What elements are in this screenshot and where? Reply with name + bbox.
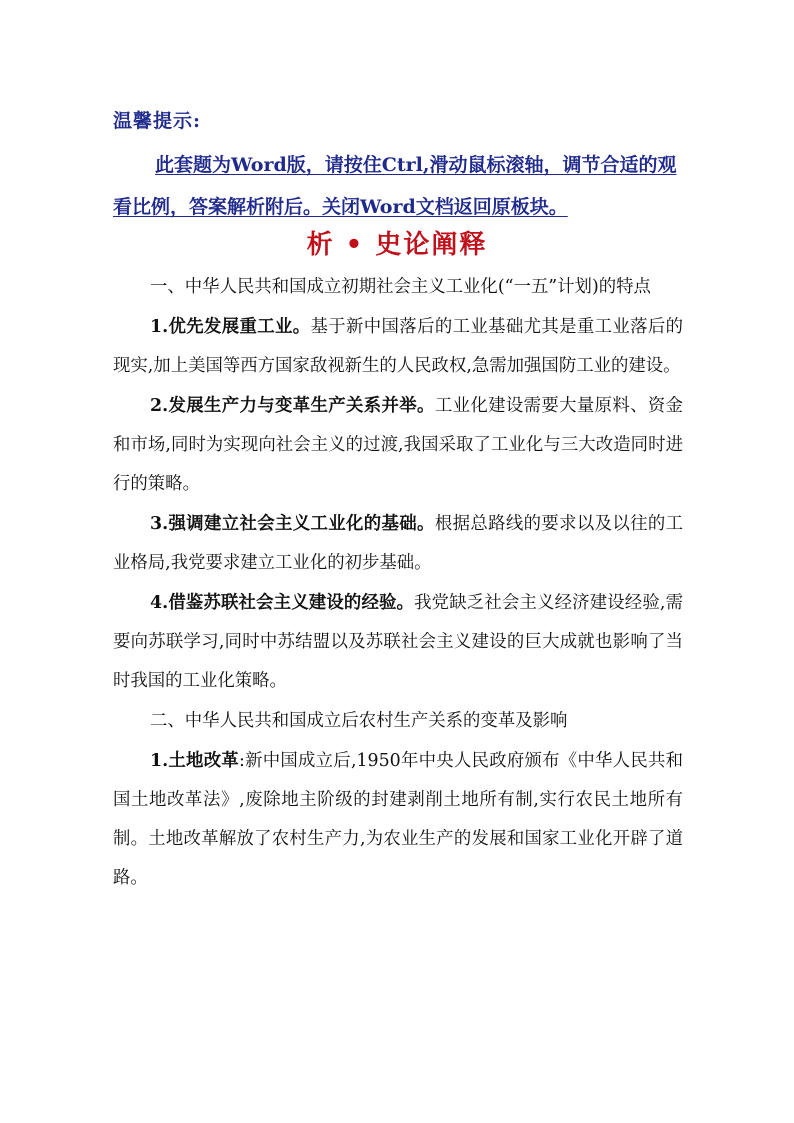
body-text [113, 268, 683, 899]
paragraph-3 [113, 387, 683, 504]
paragraph-lead: 1.优先发展重工业。 [150, 317, 311, 337]
paragraph-text: 一、中华人民共和国成立初期社会主义工业化(“一五”计划)的特点 [150, 277, 651, 297]
paragraph-lead: 1.土地改革 [150, 751, 239, 771]
paragraph-6 [113, 702, 683, 741]
paragraph-2 [113, 308, 683, 386]
paragraph-text: 工业化建设需要大量原料、资金和市场,同时为实现向社会主义的过渡,我国采取了工业化与三大改造同时进行的策略。 [113, 396, 683, 494]
paragraph-text: 我党缺乏社会主义经济建设经验,需要向苏联学习,同时中苏结盟以及苏联社会主义建设的巨大成就也影响了当时我国的工业化策略。 [113, 593, 683, 691]
paragraph-text: 二、中华人民共和国成立后农村生产关系的变革及影响 [150, 711, 568, 731]
paragraph-5 [113, 584, 683, 701]
tip-body: 此套题为Word版，请按住Ctrl,滑动鼠标滚轴，调节合适的观看比例，答案解析附后。关闭Word文档返回原板块。 [113, 154, 677, 218]
paragraph-lead: 2.发展生产力与变革生产关系并举。 [150, 396, 435, 416]
paragraph-4 [113, 505, 683, 583]
paragraph-text: 基于新中国落后的工业基础尤其是重工业落后的现实,加上美国等西方国家敌视新生的人民政权,急需加强国防工业的建设。 [113, 317, 683, 376]
section-title: 析 • 史论阐释 [306, 230, 488, 260]
paragraph-text: 根据总路线的要求以及以往的工业格局,我党要求建立工业化的初步基础。 [113, 514, 683, 573]
paragraph-1 [113, 268, 683, 307]
tip-heading: 温馨提示: [113, 110, 202, 132]
paragraph-lead: 3.强调建立社会主义工业化的基础。 [150, 514, 435, 534]
paragraph-text: :新中国成立后,1950年中央人民政府颁布《中华人民共和国土地改革法》,废除地主阶级的封建剥削土地所有制,实行农民土地所有制。土地改革解放了农村生产力,为农业生产的发展和国家工业化开辟了道路。 [113, 751, 684, 888]
paragraph-7 [113, 742, 683, 898]
paragraph-lead: 4.借鉴苏联社会主义建设的经验。 [150, 593, 415, 613]
